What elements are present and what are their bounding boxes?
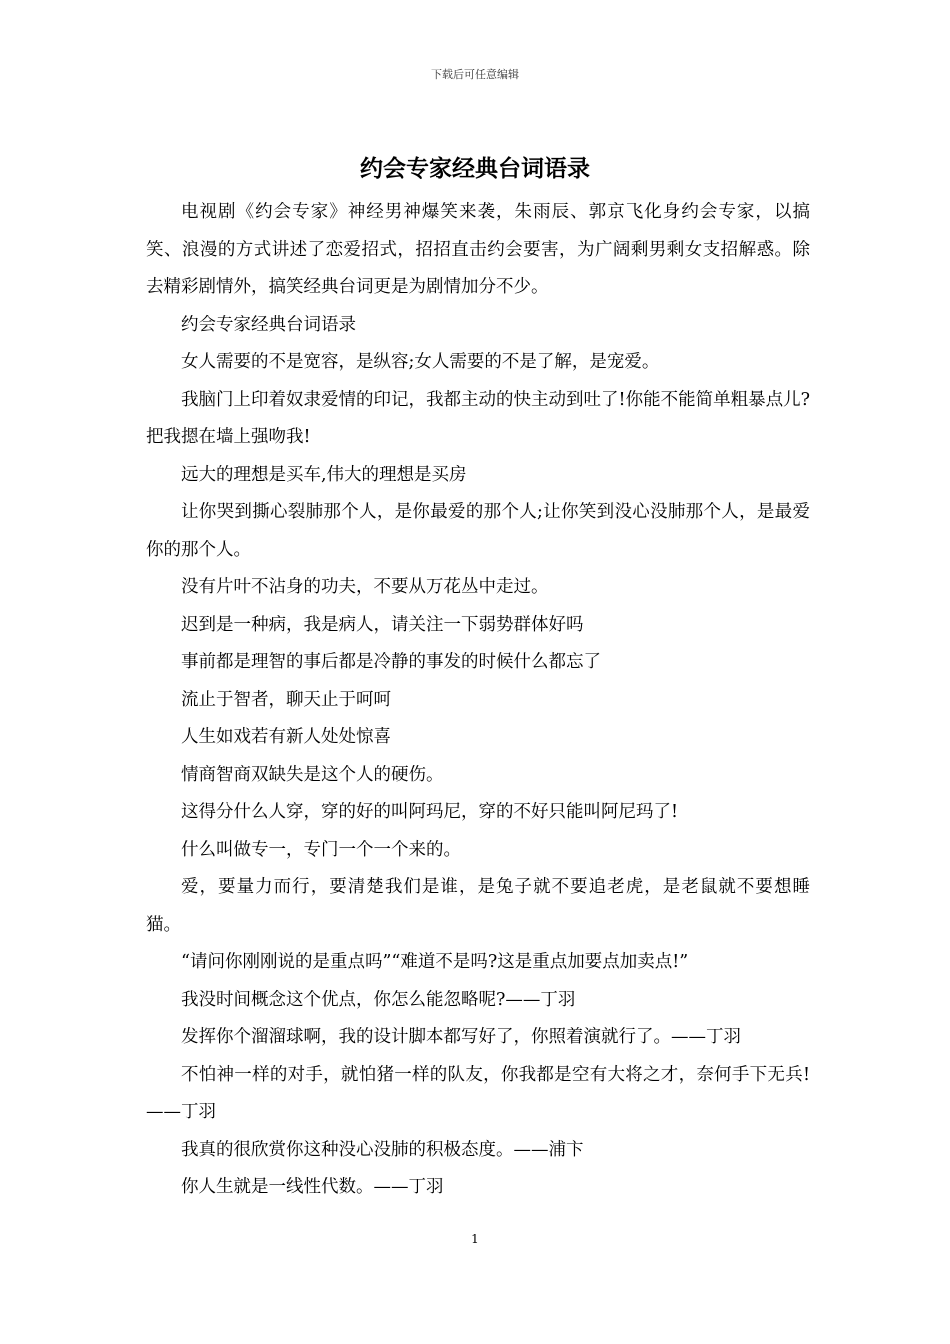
quote-paragraph: 让你哭到撕心裂肺那个人，是你最爱的那个人;让你笑到没心没肺那个人，是最爱你的那个人。 [146, 502, 810, 560]
quote-paragraph: 远大的理想是买车,伟大的理想是买房 [181, 464, 467, 485]
quote-paragraph: 我真的很欣赏你这种没心没肺的积极态度。——浦卞 [181, 1139, 584, 1160]
quote-paragraph: 迟到是一种病，我是病人，请关注一下弱势群体好吗 [181, 614, 584, 635]
quote-paragraph: 人生如戏若有新人处处惊喜 [181, 727, 391, 747]
document-body [146, 194, 810, 1207]
section-heading: 约会专家经典台词语录 [181, 314, 356, 335]
quote-paragraph: 流止于智者，聊天止于呵呵 [181, 689, 391, 710]
quote-paragraph: 发挥你个溜溜球啊，我的设计脚本都写好了，你照着演就行了。——丁羽 [181, 1027, 741, 1047]
header-note: 下载后可任意编辑 [431, 68, 519, 81]
quote-paragraph: 这得分什么人穿，穿的好的叫阿玛尼，穿的不好只能叫阿尼玛了! [181, 802, 679, 822]
quote-paragraph: 没有片叶不沾身的功夫，不要从万花丛中走过。 [181, 577, 549, 597]
quote-paragraph: 情商智商双缺失是这个人的硬伤。 [181, 764, 444, 785]
page-number: 1 [471, 1232, 479, 1246]
intro-paragraph: 电视剧《约会专家》神经男神爆笑来袭，朱雨辰、郭京飞化身约会专家，以搞笑、浪漫的方式讲述了恋爱招式，招招直击约会要害，为广阔剩男剩女支招解惑。除去精彩剧情外，搞笑经典台词更是为剧情加分不少。 [146, 202, 810, 297]
quote-paragraph: 爱，要量力而行，要清楚我们是谁，是兔子就不要追老虎，是老鼠就不要想睡猫。 [146, 877, 810, 935]
quote-paragraph: 事前都是理智的事后都是冷静的事发的时候什么都忘了 [181, 652, 601, 672]
document-title: 约会专家经典台词语录 [360, 155, 590, 182]
quote-paragraph: 你人生就是一线性代数。——丁羽 [181, 1177, 444, 1197]
quote-paragraph: 我脑门上印着奴隶爱情的印记，我都主动的快主动到吐了!你能不能简单粗暴点儿?把我摁在墙上强吻我! [146, 389, 810, 447]
quote-paragraph: 不怕神一样的对手，就怕猪一样的队友，你我都是空有大将之才，奈何手下无兵!——丁羽 [146, 1064, 810, 1122]
quote-paragraph: 女人需要的不是宽容，是纵容;女人需要的不是了解，是宠爱。 [181, 352, 660, 372]
quote-paragraph: 什么叫做专一，专门一个一个来的。 [181, 839, 461, 860]
quote-paragraph: “请问你刚刚说的是重点吗”“难道不是吗?这是重点加要点加卖点!” [181, 952, 689, 972]
quote-paragraph: 我没时间概念这个优点，你怎么能忽略呢?——丁羽 [181, 989, 576, 1010]
